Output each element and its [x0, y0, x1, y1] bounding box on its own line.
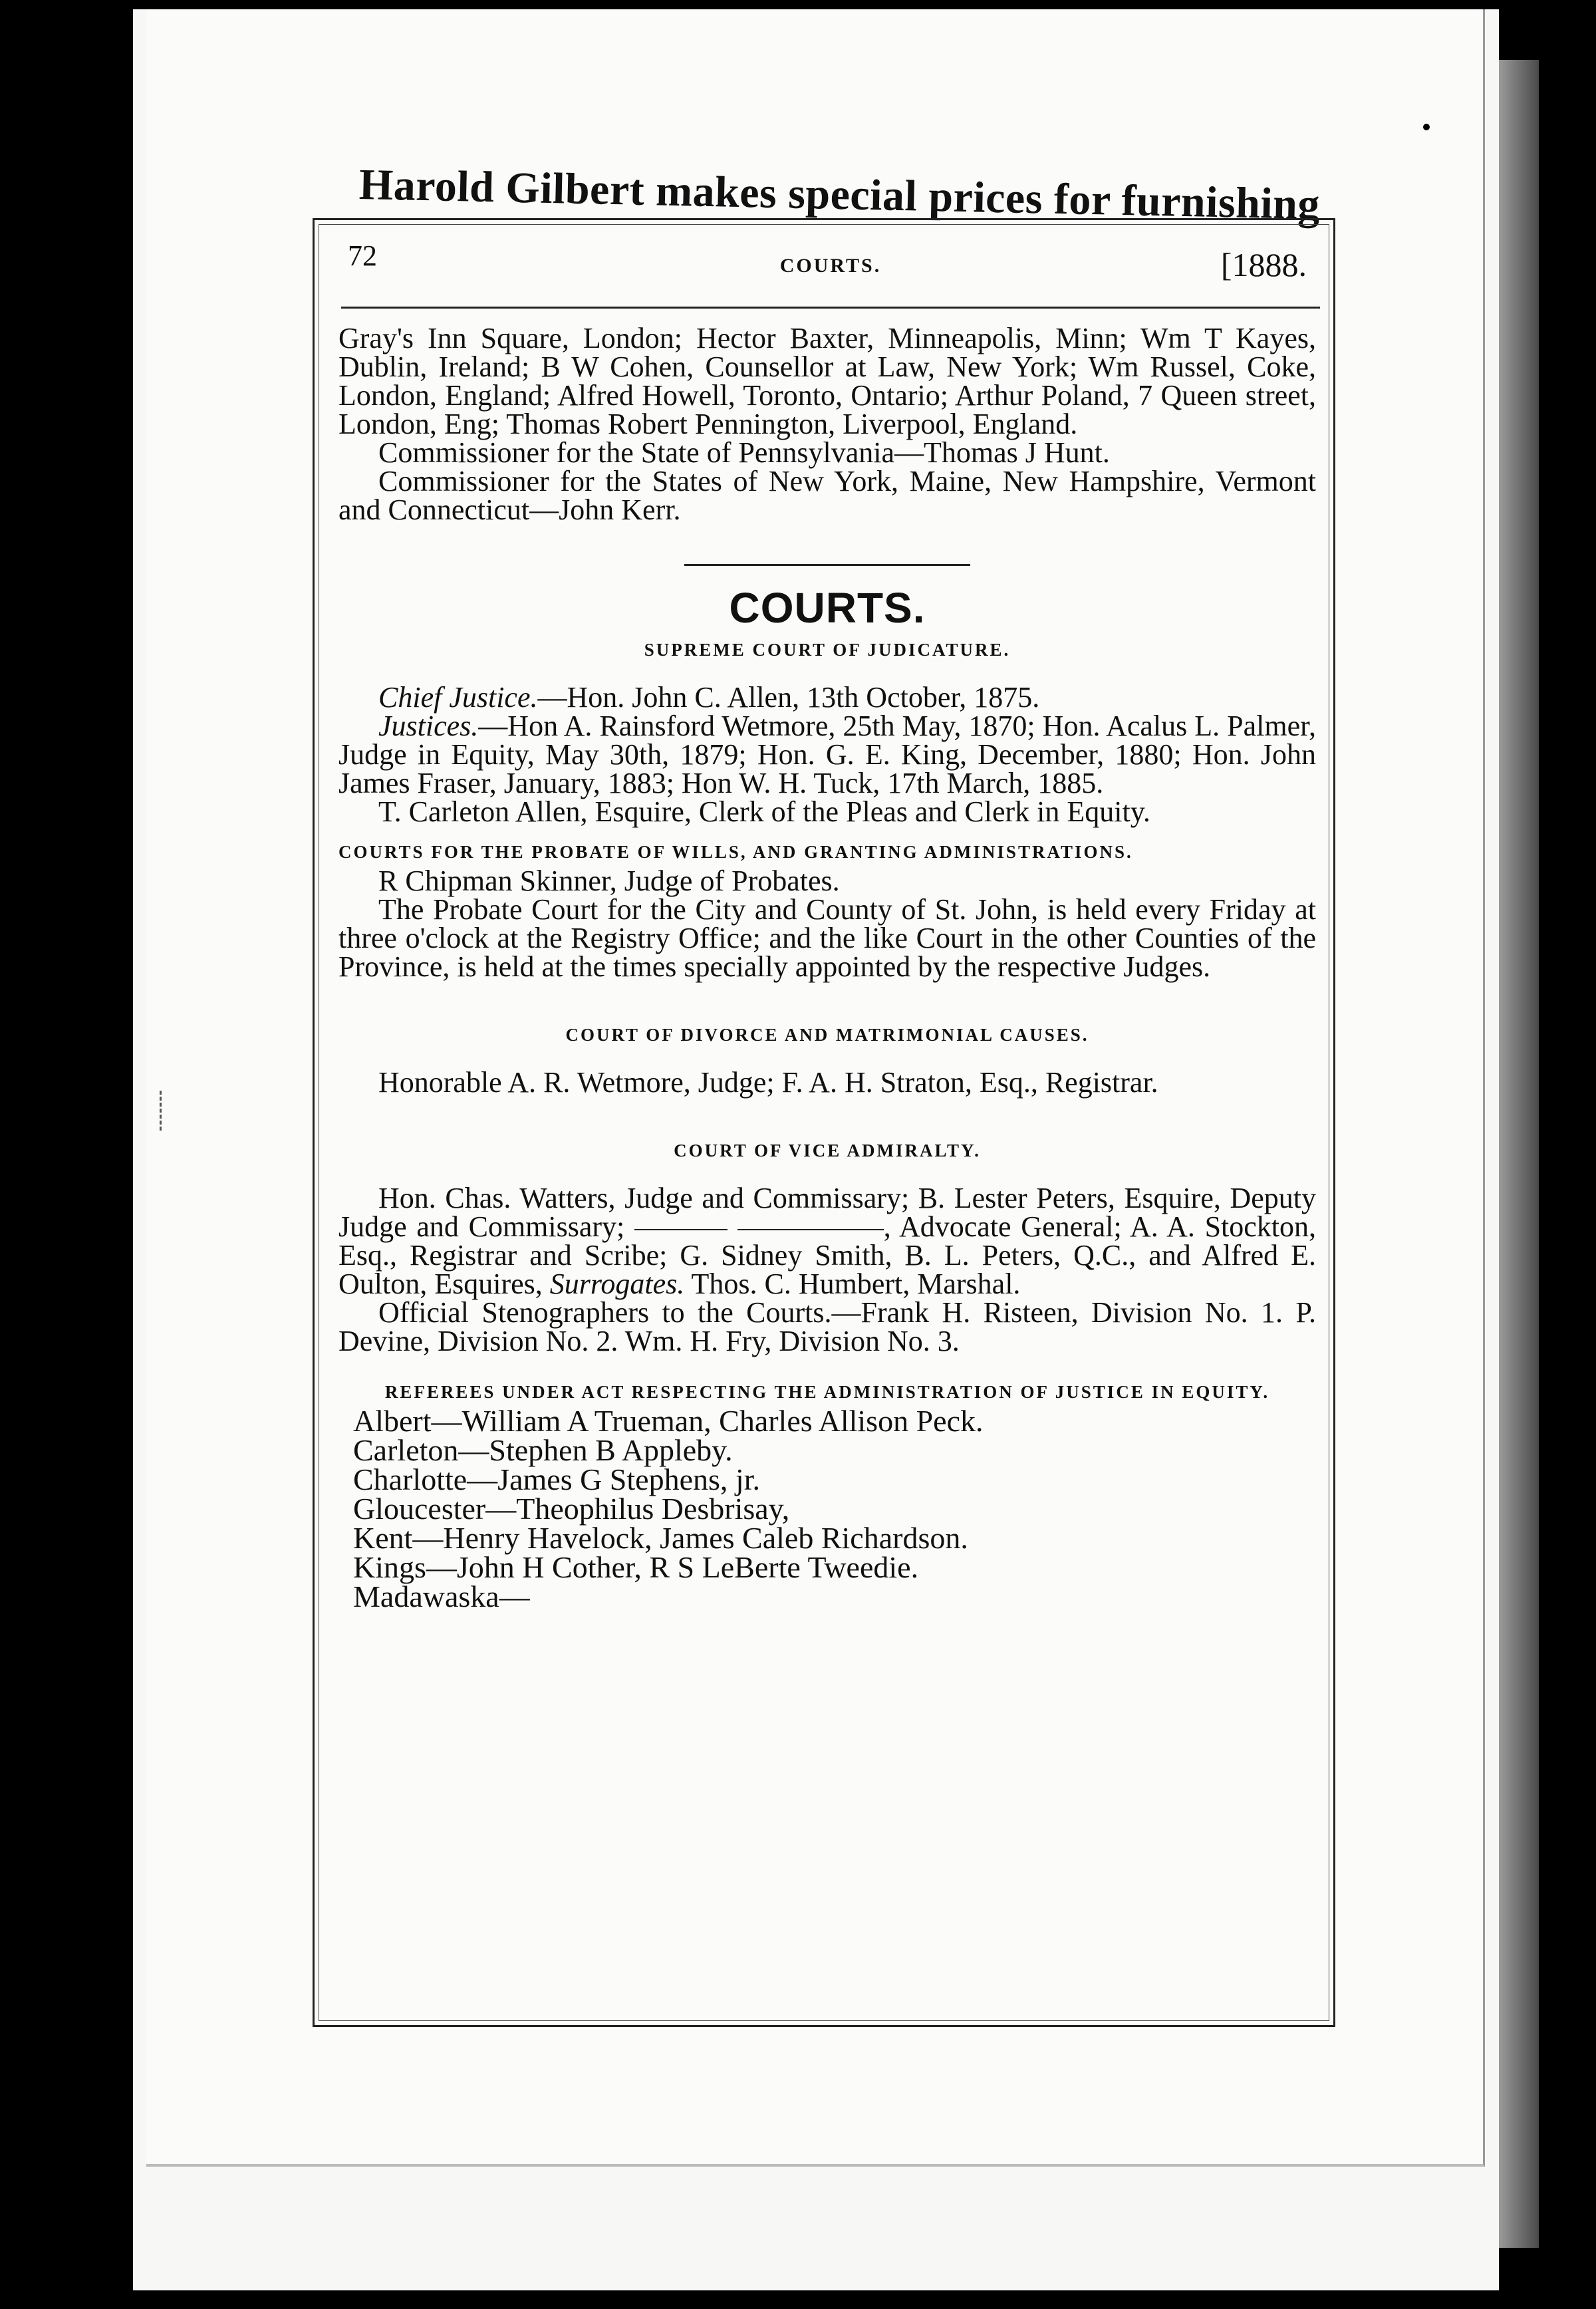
- page-content: [338, 307, 1316, 1611]
- referees-list: [338, 1404, 1316, 1613]
- vice-admiralty-text-b: , Advocate General; A. A. Stockton, Esq., Registrar and Scribe; G. Sidney Smith, B. L. Peters, Q.C., and Alfred E. Oulton, Esquires,: [338, 1210, 1317, 1300]
- justices: [338, 712, 1316, 797]
- probate-court-heading: COURTS FOR THE PROBATE OF WILLS, AND GRANTING ADMINISTRATIONS.: [338, 842, 1133, 862]
- clerk: T. Carleton Allen, Esquire, Clerk of the Pleas and Clerk in Equity.: [378, 795, 1150, 828]
- vice-admiralty-text-c: Thos. C. Humbert, Marshal.: [691, 1268, 1021, 1300]
- list-item: Carleton—Stephen B Appleby.: [353, 1433, 733, 1467]
- list-item: Madawaska—: [353, 1579, 530, 1613]
- chief-justice: [338, 683, 1316, 712]
- section-rule: [684, 564, 970, 566]
- chief-justice-text: —Hon. John C. Allen, 13th October, 1875.: [537, 681, 1040, 714]
- vice-admiralty-heading: COURT OF VICE ADMIRALTY.: [674, 1141, 981, 1160]
- probate-text: The Probate Court for the City and County of St. John, is held every Friday at three o'clock at the Registry Office; and the like Court in the other Counties of the Province, is held at the times specially appointed by the respective Judges.: [338, 893, 1316, 983]
- vice-admiralty-text-a: Hon. Chas. Watters, Judge and Commissary; B. Lester Peters, Esquire, Deputy Judge and Commissary;: [338, 1182, 1316, 1243]
- commissioners-list: Gray's Inn Square, London; Hector Baxter, Minneapolis, Minn; Wm T Kayes, Dublin, Ireland; B W Cohen, Counsellor at Law, New York; Wm Russel, Coke, London, England; Alfred Howell, Toronto, Ontario; Arthur Poland, 7 Queen street, London, Eng; Thomas Robert Pennington, Liverpool, England.: [338, 322, 1316, 440]
- probate-judge: R Chipman Skinner, Judge of Probates.: [378, 865, 840, 897]
- header-advertisement: Harold Gilbert makes special prices for furnishing: [358, 160, 1321, 229]
- courts-title: COURTS.: [729, 584, 926, 632]
- referees-heading: REFEREES UNDER ACT RESPECTING THE ADMINISTRATION OF JUSTICE IN EQUITY.: [384, 1382, 1270, 1402]
- page-number: 72: [348, 239, 377, 272]
- commissioner-new-york: Commissioner for the States of New York, Maine, New Hampshire, Vermont and Connecticut—John Kerr.: [338, 465, 1316, 526]
- supreme-court-heading: SUPREME COURT OF JUDICATURE.: [644, 640, 1011, 660]
- divorce-court-text: Honorable A. R. Wetmore, Judge; F. A. H. Straton, Esq., Registrar.: [378, 1066, 1158, 1099]
- stenographers: Official Stenographers to the Courts.—Frank H. Risteen, Division No. 1. P. Devine, Division No. 2. Wm. H. Fry, Division No. 3.: [338, 1296, 1316, 1357]
- chief-justice-label: Chief Justice.: [378, 681, 538, 714]
- binding-mark: [160, 1091, 174, 1131]
- running-title: COURTS.: [779, 255, 882, 277]
- list-item: Gloucester—Theophilus Desbrisay,: [353, 1492, 790, 1526]
- page-frame: [313, 218, 1335, 2027]
- justices-text: —Hon A. Rainsford Wetmore, 25th May, 1870; Hon. Acalus L. Palmer, Judge in Equity, May 30th, 1879; Hon. G. E. King, December, 1880; Hon. John James Fraser, January, 1883; Hon W. H. Tuck, 17th March, 1885.: [338, 710, 1316, 799]
- divorce-court-heading: COURT OF DIVORCE AND MATRIMONIAL CAUSES.: [565, 1025, 1089, 1045]
- running-head: [334, 235, 1327, 283]
- page-edge: [1499, 60, 1539, 2248]
- vice-admiralty-text: [338, 1184, 1316, 1298]
- commissioner-pennsylvania: Commissioner for the State of Pennsylvania—Thomas J Hunt.: [378, 436, 1110, 469]
- list-item: Albert—William A Trueman, Charles Allison Peck.: [353, 1404, 984, 1438]
- blank-line: [737, 1229, 884, 1230]
- justices-label: Justices.: [378, 710, 479, 742]
- list-item: Charlotte—James G Stephens, jr.: [353, 1462, 760, 1496]
- list-item: Kings—John H Cother, R S LeBerte Tweedie.: [353, 1550, 919, 1584]
- surrogates-label: Surrogates.: [549, 1268, 685, 1300]
- list-item: Kent—Henry Havelock, James Caleb Richardson.: [353, 1521, 968, 1555]
- ink-dot: [1423, 124, 1430, 130]
- blank-line: [634, 1229, 728, 1230]
- running-year: [1888.: [1220, 246, 1307, 283]
